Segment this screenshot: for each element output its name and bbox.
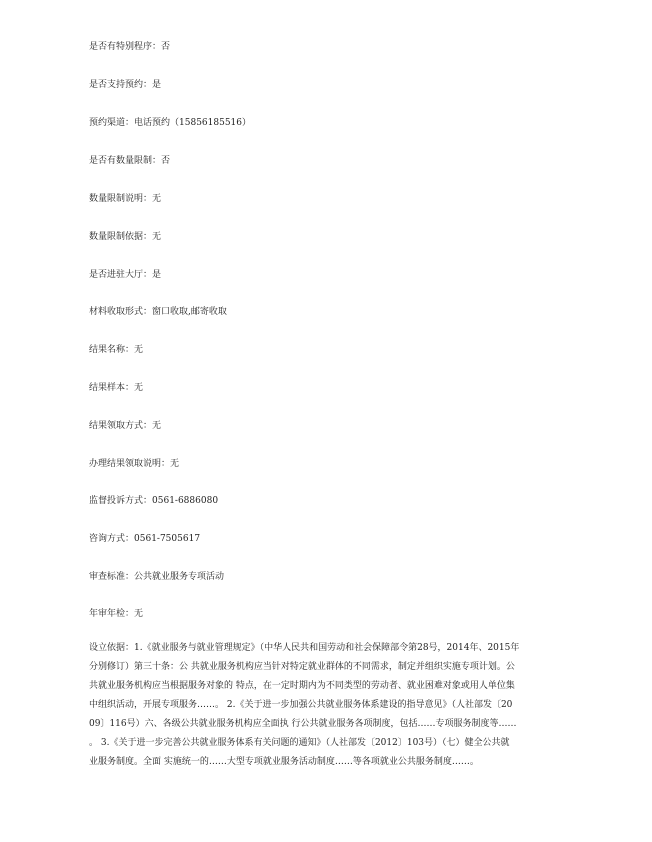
field-value: 无 (152, 421, 162, 431)
field-label: 办理结果领取说明： (89, 459, 171, 469)
field-complaint-contact (89, 495, 218, 507)
field-annual-review (89, 608, 143, 620)
field-label: 年审年检： (89, 609, 135, 619)
field-label: 是否有数量限制： (89, 156, 162, 166)
field-label: 结果名称： (89, 345, 135, 355)
field-material-collection (89, 306, 227, 318)
field-label: 是否支持预约： (89, 80, 153, 90)
field-inquiry-contact (89, 533, 200, 545)
field-label: 是否进驻大厅： (89, 270, 153, 280)
field-value: 窗口收取,邮寄收取 (152, 307, 227, 317)
field-label: 咨询方式： (89, 534, 135, 544)
field-value: 否 (161, 42, 171, 52)
field-reservation-channel (89, 117, 251, 129)
field-value: 无 (134, 609, 144, 619)
basis-line: 业服务制度。全面 实施统一的……大型专项就业服务活动制度……等各项就业公共服务制度……。 (89, 757, 479, 767)
field-value: 无 (152, 232, 162, 242)
field-value: 是 (152, 80, 162, 90)
field-result-sample (89, 382, 143, 394)
field-label: 材料收取形式： (89, 307, 153, 317)
field-value: 无 (170, 459, 180, 469)
field-reservation-support (89, 79, 161, 91)
basis-line: 设立依据：1.《就业服务与就业管理规定》（中华人民共和国劳动和社会保障部令第28号，2014年、2015年 (89, 643, 520, 653)
field-result-pickup (89, 420, 161, 432)
field-value: 否 (161, 156, 171, 166)
field-value: 无 (152, 194, 162, 204)
field-label: 数量限制说明： (89, 194, 153, 204)
field-label: 监督投诉方式： (89, 496, 153, 506)
basis-line: 共就业服务机构应当根据服务对象的 特点，在一定时期内为不同类型的劳动者、就业困难对象或用人单位集 (89, 681, 515, 691)
field-value: 公共就业服务专项活动 (134, 572, 225, 582)
field-review-standard (89, 571, 224, 583)
field-special-procedure (89, 41, 170, 53)
field-label: 审查标准： (89, 572, 135, 582)
field-service-hall (89, 269, 161, 281)
field-label: 是否有特别程序： (89, 42, 162, 52)
basis-line: 中组织活动，开展专项服务……。 2.《关于进一步加强公共就业服务体系建设的指导意见》（人社部发〔20 (89, 700, 513, 710)
field-quantity-limit-note (89, 193, 161, 205)
basis-line: 。 3.《关于进一步完善公共就业服务体系有关问题的通知》（人社部发〔2012〕103号）（七）健全公共就 (89, 738, 510, 748)
field-value: 0561-7505617 (134, 534, 201, 544)
field-label: 数量限制依据： (89, 232, 153, 242)
field-value: 是 (152, 270, 162, 280)
legal-basis-paragraph (89, 639, 561, 772)
basis-line: 09〕116号）六、各级公共就业服务机构应全面执 行公共就业服务各项制度，包括……专项服务制度等…… (89, 719, 517, 729)
field-result-pickup-note (89, 458, 179, 470)
field-value: 无 (134, 345, 144, 355)
field-value: 无 (134, 383, 144, 393)
field-value: 0561-6886080 (152, 496, 219, 506)
field-quantity-limit (89, 155, 170, 167)
field-result-name (89, 344, 143, 356)
field-quantity-limit-basis (89, 231, 161, 243)
basis-line: 分别修订）第三十条：公 共就业服务机构应当针对特定就业群体的不同需求，制定并组织实施专项计划。公 (89, 662, 515, 672)
field-label: 结果领取方式： (89, 421, 153, 431)
field-label: 结果样本： (89, 383, 135, 393)
field-value: 电话预约（15856185516） (134, 118, 252, 128)
field-label: 预约渠道： (89, 118, 135, 128)
